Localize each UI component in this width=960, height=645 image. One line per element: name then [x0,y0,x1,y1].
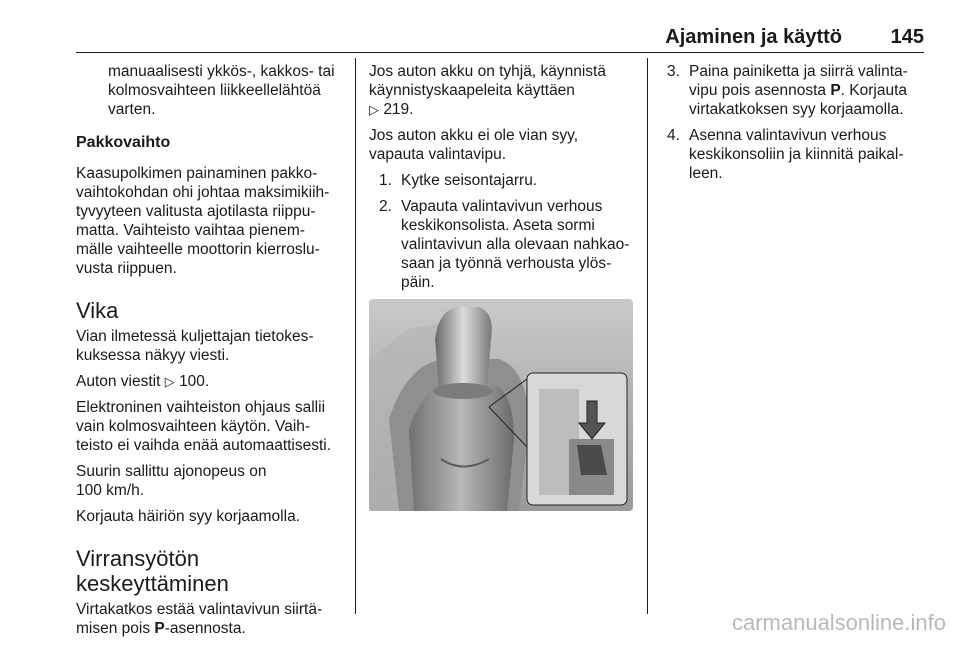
text-line: vaihtokohdan ohi johtaa maksimikiih- [76,184,330,201]
list-item [667,126,929,183]
text-line: vain kolmosvaihteen käytön. Vaih- [76,418,311,435]
text-span: . Korjauta [840,82,908,99]
text-line [369,100,633,119]
step-number: 4. [667,127,680,144]
text-span: Auton viestit [76,373,161,390]
text-line: kuksessa näkyy viesti. [76,347,230,364]
text-span: vipu pois asennosta [689,82,831,99]
text-line: manuaalisesti ykkös-, kakkos- tai [108,63,335,80]
text-line: keskikonsolista. Aseta sormi [401,217,595,234]
paragraph [76,398,348,455]
step-number: 1. [379,172,392,189]
step-text [689,126,904,183]
column-middle [369,62,633,511]
gear-selector-illustration [369,299,633,511]
step-text [401,197,629,292]
text-line: mälle vaihteelle moottorin kierroslu- [76,241,320,258]
text-line: Kytke seisontajarru. [401,172,538,189]
paragraph-pakkovaihto [76,164,348,278]
text-line: tyvyyteen valitusta ajotilasta riippu- [76,203,316,220]
text-line: leen. [689,165,723,182]
step-list [369,171,633,292]
paragraph [76,600,348,638]
page-header [76,26,924,53]
text-line [76,619,348,638]
page-reference-icon: ▷ [369,102,379,117]
paragraph [369,126,633,164]
list-item [369,197,633,292]
page-reference-link[interactable]: 100. [179,373,210,390]
heading-virransyoton-keskeyttaminen [76,546,348,596]
text-span: -asennosta. [164,620,246,637]
heading-vika: Vika [76,298,119,323]
text-line: Jos auton akku ei ole vian syy, [369,127,579,144]
text-line: vusta riippuen. [76,260,177,277]
text-line: saan ja työnnä verhousta ylös- [401,255,612,272]
page-number: 145 [890,26,924,48]
gear-position-label: P [154,620,165,637]
text-span: misen pois [76,620,155,637]
text-line: keskikonsoliin ja kiinnitä paikal- [689,146,904,163]
page-reference-icon: ▷ [164,374,175,389]
step-number: 3. [667,63,680,80]
section-title: Ajaminen ja käyttö [665,26,842,48]
page-reference-link[interactable]: 219. [383,101,414,118]
text-line: Asenna valintavivun verhous [689,127,887,144]
text-line: virtakatkoksen syy korjaamolla. [689,101,904,118]
text-line: kolmosvaihteen liikkeellelähtöä [108,82,321,99]
continued-paragraph [108,62,348,119]
paragraph: Korjauta häiriön syy korjaamolla. [76,508,300,525]
text-line: käynnistyskaapeleita käyttäen [369,82,575,99]
text-line: Kaasupolkimen painaminen pakko- [76,165,318,182]
text-line: varten. [108,101,156,118]
text-line: vapauta valintavipu. [369,146,507,163]
column-left [76,62,348,645]
text-line: Vian ilmetessä kuljettajan tietokes- [76,328,314,345]
gear-position-label: P [830,82,841,99]
heading-pakkovaihto: Pakkovaihto [76,134,171,151]
column-right [667,62,929,190]
text-line: matta. Vaihteisto vaihtaa pienem- [76,222,305,239]
text-line: Suurin sallittu ajonopeus on [76,463,267,480]
text-line: Paina painiketta ja siirrä valinta- [689,63,908,80]
text-line: teisto ei vaihda enää automaattisesti. [76,437,332,454]
step-text [689,62,908,119]
paragraph [76,327,348,365]
heading-line: Virransyötön [76,546,200,571]
text-line [689,81,908,100]
text-line: Vapauta valintavivun verhous [401,198,603,215]
column-divider [355,58,356,614]
text-line: Jos auton akku on tyhjä, käynnistä [369,63,606,80]
heading-line: keskeyttäminen [76,571,229,596]
text-line: päin. [401,274,435,291]
text-line: Virtakatkos estää valintavivun siirtä- [76,601,323,618]
list-item [667,62,929,119]
list-item [369,171,633,190]
watermark: carmanualsonline.info [731,610,946,635]
step-number: 2. [379,198,392,215]
text-line: 100 km/h. [76,482,145,499]
step-text [401,171,537,190]
paragraph [76,462,348,500]
paragraph [369,62,633,119]
text-line: valintavivun alla olevaan nahkao- [401,236,630,253]
column-divider [647,58,648,614]
text-line: Elektroninen vaihteiston ohjaus sallii [76,399,326,416]
paragraph-reference [76,372,348,391]
